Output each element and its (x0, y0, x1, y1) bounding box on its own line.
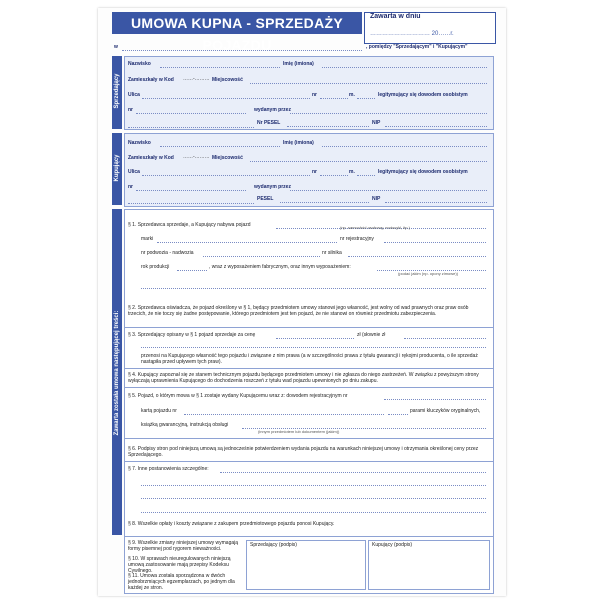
para-9: § 9. Wszelkie zmiany niniejszej umowy wymagają formy pisemnej pod rygorem nieważności. (128, 540, 239, 552)
buyer-id-nr-field[interactable] (136, 190, 246, 191)
divider (124, 327, 493, 328)
seller-id-nr-field[interactable] (136, 113, 246, 114)
seller-street-field[interactable] (142, 98, 310, 99)
make-field[interactable] (157, 242, 337, 243)
seller-extra-field[interactable] (128, 127, 254, 128)
seller-m-field[interactable] (357, 98, 375, 99)
other-items-hint: (innym przedmiotem lub dokumentem (jakim)) (258, 429, 340, 434)
buyer-zip-field[interactable]: ……-……… (183, 154, 210, 160)
divider (124, 438, 493, 439)
buyer-street-field[interactable] (142, 175, 310, 176)
buyer-extra-field[interactable] (128, 203, 254, 204)
place-field[interactable] (122, 50, 362, 51)
reg-nr-label: nr rejestracyjny (340, 236, 374, 242)
buyer-zip-label: Zamieszkały w Kod (128, 155, 174, 161)
para-4: § 4. Kupujący zapoznał się ze stanem technicznym pojazdu będącego przedmiotem umowy i nie zgłasza do niego zastrzeżeń. W związku z powyższym strony wyłączają uprawnienia Kupującego do dochodzenia roszczeń z tytułu wad pojazdu upewnionych po dniu zakupu. (128, 372, 479, 384)
seller-nip-label: NIP (372, 120, 381, 126)
buyer-id-label: legitymujący się dowodem osobistym (378, 169, 468, 175)
price-field[interactable] (276, 338, 354, 339)
seller-issued-label: wydanym przez (254, 107, 291, 113)
reg-doc-field[interactable] (384, 399, 486, 400)
keys-count-field[interactable] (388, 414, 408, 415)
buyer-nip-label: NIP (372, 196, 381, 202)
buyer-city-label: Miejscowość (212, 155, 243, 161)
buyer-side-label: Kupujący (114, 154, 120, 182)
buyer-city-field[interactable] (250, 161, 487, 162)
seller-nr-label: nr (312, 92, 317, 98)
equipment-field-2[interactable] (141, 288, 486, 289)
seller-firstname-label: Imię (imiona) (283, 61, 314, 67)
para-2: § 2. Sprzedawca oświadcza, że pojazd określony w § 1, będący przedmiotem umowy stanowi jego własność, jest wolny od wad prawnych oraz praw osób trzecich, że nie toczy się żadne postępowanie, którego przedmiotem jest ten pojazd, że nie stanowi on również przedmiotu zabezpieczenia. (128, 305, 469, 317)
para-3-b: przenosi na Kupującego własność tego pojazdu i związane z nim prawa (a w szczególności prawa z tytułu gwarancji i rękojmi producenta, o ile sprzedaż nastąpiła przed upływem tych praw). (141, 353, 478, 365)
make-label: marki (141, 236, 154, 242)
chassis-field[interactable] (203, 256, 320, 257)
para-10: § 10. W sprawach nieuregulowanych niniejszą umową zastosowanie mają przepisy Kodeksu Cywilnego. (128, 556, 231, 574)
buyer-m-label: m. (349, 169, 355, 175)
engine-field[interactable] (348, 256, 486, 257)
divider (124, 461, 493, 462)
contract-side-label: Zawarta została umowa następującej treści: (114, 310, 120, 436)
buyer-id-nr-label: nr (128, 184, 133, 190)
para-1: § 1. Sprzedawca sprzedaje, a Kupujący nabywa pojazd (128, 222, 251, 228)
page-title: UMOWA KUPNA - SPRZEDAŻY POJAZDU (112, 12, 362, 34)
buyer-nr-field[interactable] (320, 175, 348, 176)
warranty-label: książką gwarancyjną, instrukcją obsługi (141, 422, 229, 428)
date-year: 20 (431, 31, 439, 37)
seller-street-label: Ulica (128, 92, 140, 98)
buyer-street-label: Ulica (128, 169, 140, 175)
chassis-label: nr podwozia - nadwozia (141, 250, 194, 256)
date-label: Zawarta w dniu (370, 13, 421, 20)
seller-id-nr-label: nr (128, 107, 133, 113)
para-5: § 5. Pojazd, o którym mowa w § 1 zostaje wydany Kupującemu wraz z: dowodem rejestracyjnym nr (128, 393, 348, 399)
seller-nr-field[interactable] (320, 98, 348, 99)
buyer-m-field[interactable] (357, 175, 375, 176)
place-label: w (114, 44, 118, 50)
buyer-nr-label: nr (312, 169, 317, 175)
equipment-label: , wraz z wyposażeniem fabrycznym, oraz innym wyposażeniem: (209, 264, 351, 270)
seller-zip-field[interactable]: ……-……… (183, 76, 210, 82)
para-3: § 3. Sprzedający opisany w § 1 pojazd sprzedaje za cenę (128, 332, 256, 338)
special-terms-field-3[interactable] (141, 498, 486, 499)
year-label: rok produkcji (141, 264, 170, 270)
buyer-surname-field[interactable] (160, 146, 280, 147)
buyer-nip-field[interactable] (385, 202, 487, 203)
vehicle-card-field[interactable] (184, 414, 384, 415)
special-terms-field-2[interactable] (141, 485, 486, 486)
year-field[interactable] (177, 270, 207, 271)
seller-zip-label: Zamieszkały w Kod (128, 77, 174, 83)
seller-surname-field[interactable] (160, 67, 280, 68)
buyer-firstname-field[interactable] (322, 146, 487, 147)
seller-issued-field[interactable] (290, 113, 487, 114)
engine-label: nr silnika (322, 250, 342, 256)
seller-m-label: m. (349, 92, 355, 98)
vehicle-type-hint: (np. samochód osobowy, motocykl, itp.) (340, 225, 410, 230)
seller-id-label: legitymujący się dowodem osobistym (378, 92, 468, 98)
buyer-signature-label: Kupujący (podpis) (372, 542, 413, 548)
price-words-label: zł (słownie zł (357, 332, 386, 338)
divider (124, 387, 493, 388)
seller-firstname-field[interactable] (322, 67, 487, 68)
price-words-field-2[interactable] (141, 347, 486, 348)
para-11: § 11. Umowa została sporządzona w dwóch jednobrzmiących egzemplarzach, po jednym dla każdej ze stron. (128, 573, 235, 591)
buyer-pesel-field[interactable] (280, 202, 369, 203)
divider (124, 368, 493, 369)
vehicle-card-label: kartą pojazdu nr (141, 408, 177, 414)
date-field[interactable]: ………………………… 20……r. (370, 31, 454, 37)
equipment-hint: (podać jakim (np. opony zimowe)) (398, 271, 459, 276)
buyer-issued-field[interactable] (290, 190, 487, 191)
seller-pesel-label: Nr PESEL (257, 120, 281, 126)
buyer-pesel-label: PESEL (257, 196, 274, 202)
buyer-surname-label: Nazwisko (128, 140, 151, 146)
seller-nip-field[interactable] (385, 126, 487, 127)
keys-label: parami kluczyków oryginalnych, (410, 408, 481, 414)
para-7: § 7. Inne postanowienia szczególne: (128, 466, 209, 472)
buyer-issued-label: wydanym przez (254, 184, 291, 190)
seller-side-label: Sprzedający (114, 73, 120, 109)
seller-city-label: Miejscowość (212, 77, 243, 83)
seller-city-field[interactable] (250, 83, 487, 84)
para-8: § 8. Wszelkie opłaty i koszty związane z zakupem przedmiotowego pojazdu ponosi Kupujący. (128, 521, 335, 527)
price-words-field[interactable] (404, 338, 486, 339)
seller-pesel-field[interactable] (287, 126, 369, 127)
special-terms-field[interactable] (220, 472, 486, 473)
seller-signature-label: Sprzedający (podpis) (250, 542, 297, 548)
special-terms-field-4[interactable] (141, 512, 486, 513)
seller-surname-label: Nazwisko (128, 61, 151, 67)
between-text: , pomiędzy "Sprzedającym" i "Kupującym" (366, 44, 468, 50)
para-6: § 6. Podpisy stron pod niniejszą umową są jednocześnie potwierdzeniem wydania pojazdu na warunkach niniejszej umowy i otrzymania określonej ceny przez Sprzedającego. (128, 446, 479, 458)
buyer-firstname-label: Imię (imiona) (283, 140, 314, 146)
reg-nr-field[interactable] (384, 242, 486, 243)
